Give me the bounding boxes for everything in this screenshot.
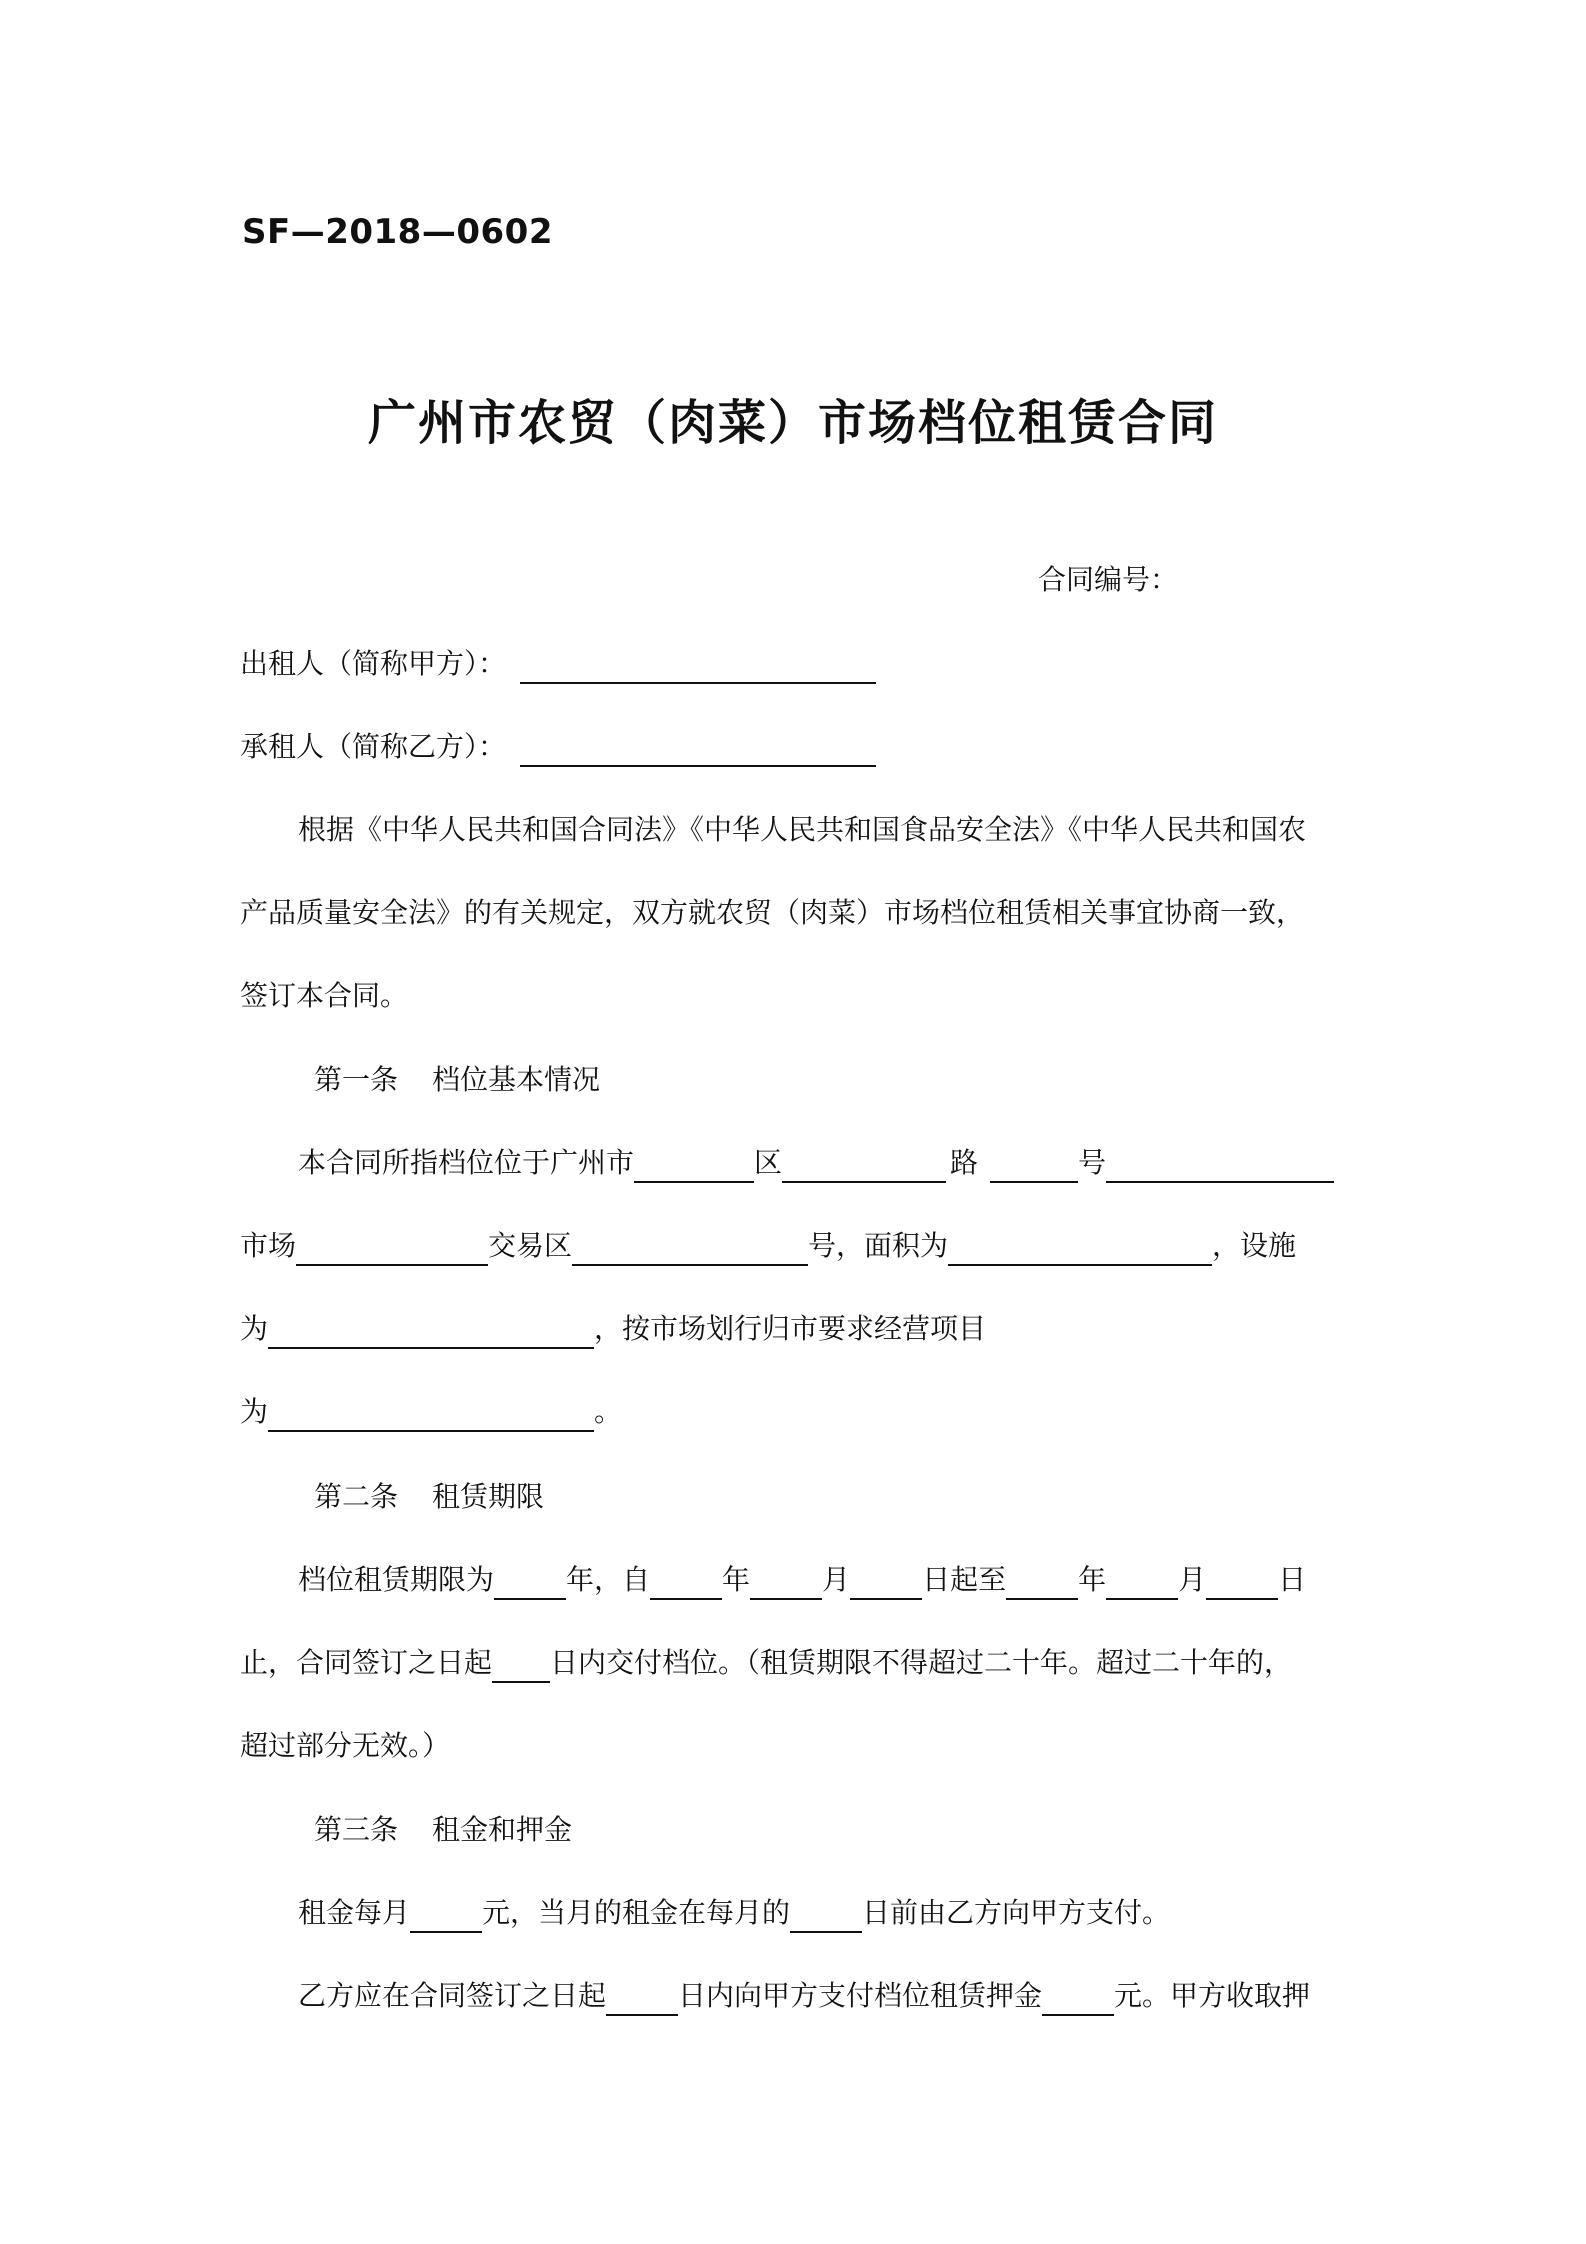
- area-blank[interactable]: [948, 1232, 1212, 1266]
- text-segment: 乙方应在合同签订之日起: [298, 1979, 607, 2012]
- preamble-line-2: 产品质量安全法》的有关规定，双方就农贸（肉菜）市场档位租赁相关事宜协商一致，: [240, 896, 1305, 929]
- text-segment: 日内交付档位。（租赁期限不得超过二十年。超过二十年的，: [550, 1646, 1293, 1679]
- article-1-title: 档位基本情况: [432, 1063, 601, 1096]
- text-segment: 号: [1078, 1146, 1107, 1179]
- text-segment: 年: [1078, 1563, 1107, 1596]
- text-segment: 号，面积为: [808, 1229, 949, 1262]
- text-segment: 年，自: [566, 1563, 651, 1596]
- text-segment: 为: [240, 1312, 269, 1345]
- deposit-days-blank[interactable]: [606, 1982, 678, 2016]
- start-year-blank[interactable]: [650, 1566, 722, 1600]
- article-2-line-1: [240, 1560, 1418, 1600]
- article-3-line-2: [240, 1976, 1418, 2016]
- text-segment: 市场: [240, 1229, 297, 1262]
- article-1-line-1: [240, 1143, 1418, 1183]
- article-2-line-3: 超过部分无效。）: [240, 1729, 451, 1762]
- contract-number-label: 合同编号：: [1038, 563, 1179, 596]
- document-code: SF—2018—0602: [242, 212, 553, 252]
- text-segment: 日起至: [922, 1563, 1007, 1596]
- lessor-label: 出租人（简称甲方）：: [240, 647, 507, 680]
- text-segment: 月: [822, 1563, 851, 1596]
- preamble-line-3: 签订本合同。: [240, 979, 409, 1012]
- start-month-blank[interactable]: [750, 1566, 822, 1600]
- lessor-blank[interactable]: [520, 650, 876, 684]
- article-3-number: 第三条: [314, 1813, 399, 1846]
- text-segment: 路: [950, 1146, 979, 1179]
- article-1-line-2: [240, 1226, 1360, 1266]
- lessee-label: 承租人（简称乙方）：: [240, 730, 507, 763]
- text-segment: ，按市场划行归市要求经营项目: [594, 1312, 987, 1345]
- article-1-line-4: [240, 1392, 1360, 1432]
- text-segment: 日: [1278, 1563, 1307, 1596]
- article-2-line-2: [240, 1643, 1360, 1683]
- text-segment: 为: [240, 1395, 269, 1428]
- article-1-number: 第一条: [314, 1063, 399, 1096]
- text-segment: 元。甲方收取押: [1114, 1979, 1311, 2012]
- preamble-line-1: 根据《中华人民共和国合同法》《中华人民共和国食品安全法》《中华人民共和国农: [298, 813, 1307, 846]
- text-segment: 年: [722, 1563, 751, 1596]
- text-segment: 日内向甲方支付档位租赁押金: [678, 1979, 1043, 2012]
- end-day-blank[interactable]: [1206, 1566, 1278, 1600]
- article-3-line-1: [240, 1893, 1418, 1933]
- text-segment: 租金每月: [298, 1896, 411, 1929]
- start-day-blank[interactable]: [850, 1566, 922, 1600]
- text-segment: 交易区: [488, 1229, 573, 1262]
- road-blank[interactable]: [782, 1149, 946, 1183]
- business-item-blank[interactable]: [268, 1398, 594, 1432]
- end-month-blank[interactable]: [1106, 1566, 1178, 1600]
- lessee-blank[interactable]: [520, 733, 876, 767]
- rent-due-day-blank[interactable]: [790, 1899, 862, 1933]
- article-1-line-3: [240, 1309, 1360, 1349]
- trading-area-blank[interactable]: [572, 1232, 808, 1266]
- text-segment: 档位租赁期限为: [298, 1563, 495, 1596]
- deposit-amount-blank[interactable]: [1042, 1982, 1114, 2016]
- text-segment: 日前由乙方向甲方支付。: [862, 1896, 1171, 1929]
- article-1-heading: [240, 1060, 1434, 1100]
- page-title: 广州市农贸（肉菜）市场档位租赁合同: [367, 395, 1218, 451]
- district-blank[interactable]: [634, 1149, 754, 1183]
- text-segment: ，设施: [1212, 1229, 1297, 1262]
- end-year-blank[interactable]: [1006, 1566, 1078, 1600]
- text-segment: 本合同所指档位位于广州市: [298, 1146, 635, 1179]
- lessee-line: [240, 727, 1360, 767]
- text-segment: 月: [1178, 1563, 1207, 1596]
- article-3-title: 租金和押金: [432, 1813, 573, 1846]
- address-extra-blank[interactable]: [1106, 1149, 1334, 1183]
- market-blank[interactable]: [296, 1232, 488, 1266]
- monthly-rent-blank[interactable]: [410, 1899, 482, 1933]
- delivery-days-blank[interactable]: [492, 1649, 550, 1683]
- article-2-number: 第二条: [314, 1480, 399, 1513]
- lease-years-blank[interactable]: [494, 1566, 566, 1600]
- text-segment: 。: [594, 1395, 623, 1428]
- article-3-heading: [240, 1810, 1434, 1850]
- text-segment: 区: [754, 1146, 783, 1179]
- road-number-blank[interactable]: [990, 1149, 1078, 1183]
- text-segment: 元，当月的租金在每月的: [482, 1896, 791, 1929]
- facilities-blank[interactable]: [268, 1315, 594, 1349]
- article-2-title: 租赁期限: [432, 1480, 545, 1513]
- article-2-heading: [240, 1477, 1434, 1517]
- lessor-line: [240, 644, 1360, 684]
- text-segment: 止，合同签订之日起: [240, 1646, 493, 1679]
